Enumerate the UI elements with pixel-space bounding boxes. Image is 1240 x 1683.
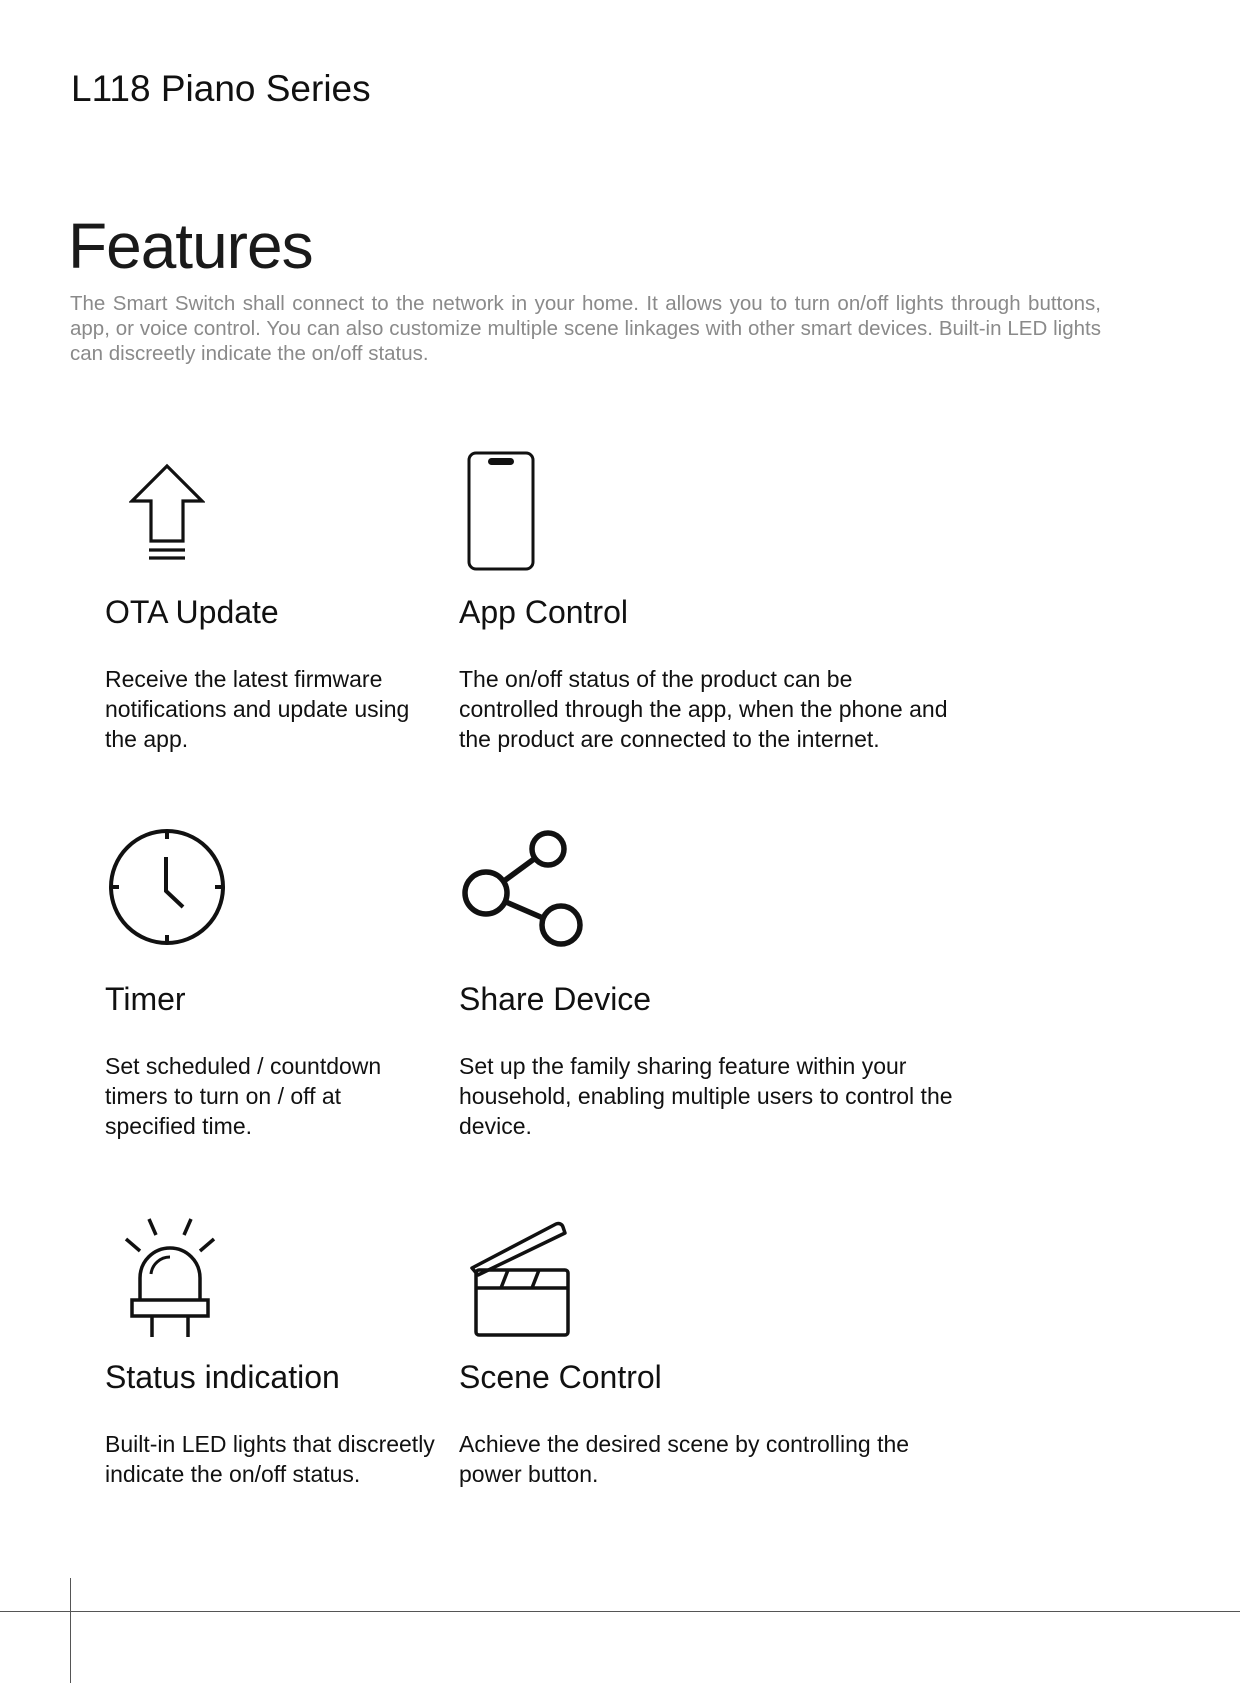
features-intro: The Smart Switch shall connect to the network in your home. It allows you to turn on/off lights through buttons, app, or voice control. You can also customize multiple scene linkages with other smart devices. Built-in LED lights can discreetly indicate the on/off status. (70, 292, 1101, 365)
feature-description (459, 664, 948, 754)
feature-description-line: household, enabling multiple users to control the (459, 1083, 953, 1109)
share-icon (461, 830, 587, 948)
upload-arrow-icon (129, 463, 205, 561)
series-title: L118 Piano Series (71, 68, 371, 109)
feature-description-line: indicate the on/off status. (105, 1461, 361, 1487)
feature-ota-update (105, 460, 465, 760)
feature-description (105, 664, 409, 754)
feature-title: Scene Control (459, 1359, 662, 1395)
feature-title: OTA Update (105, 594, 279, 630)
feature-title: Timer (105, 981, 186, 1017)
feature-description-line: device. (459, 1113, 532, 1139)
features-heading: Features (68, 210, 313, 282)
led-indicator-icon (123, 1216, 217, 1340)
feature-title: Status indication (105, 1359, 340, 1395)
feature-description-line: Achieve the desired scene by controlling the (459, 1431, 910, 1457)
feature-description-line: timers to turn on / off at (105, 1083, 342, 1109)
clapperboard-icon (468, 1218, 572, 1338)
feature-timer (105, 847, 465, 1147)
feature-description-line: Built-in LED lights that discreetly (105, 1431, 435, 1457)
feature-description-line: power button. (459, 1461, 599, 1487)
feature-share-device (459, 847, 1019, 1147)
feature-description-line: specified time. (105, 1113, 253, 1139)
footer-rule-vertical (70, 1578, 71, 1683)
feature-description-line: The on/off status of the product can be (459, 666, 853, 692)
feature-title: App Control (459, 594, 628, 630)
feature-description-line: controlled through the app, when the phone and (459, 696, 948, 722)
footer-rule-horizontal (0, 1611, 1240, 1612)
feature-description-line: the product are connected to the internet. (459, 726, 880, 752)
feature-description (105, 1051, 381, 1141)
feature-app-control (459, 460, 1019, 760)
feature-description (105, 1429, 435, 1489)
feature-description-line: the app. (105, 726, 189, 752)
feature-title: Share Device (459, 981, 652, 1017)
feature-description-line: Set up the family sharing feature within your (459, 1053, 907, 1079)
feature-description (459, 1051, 953, 1141)
feature-scene-control (459, 1227, 1019, 1527)
clock-icon (107, 827, 227, 947)
feature-status-indication (105, 1227, 465, 1527)
feature-description-line: Set scheduled / countdown (105, 1053, 382, 1079)
feature-description (459, 1429, 909, 1489)
feature-description-line: notifications and update using (105, 696, 410, 722)
smartphone-icon (467, 451, 537, 571)
feature-description-line: Receive the latest firmware (105, 666, 383, 692)
